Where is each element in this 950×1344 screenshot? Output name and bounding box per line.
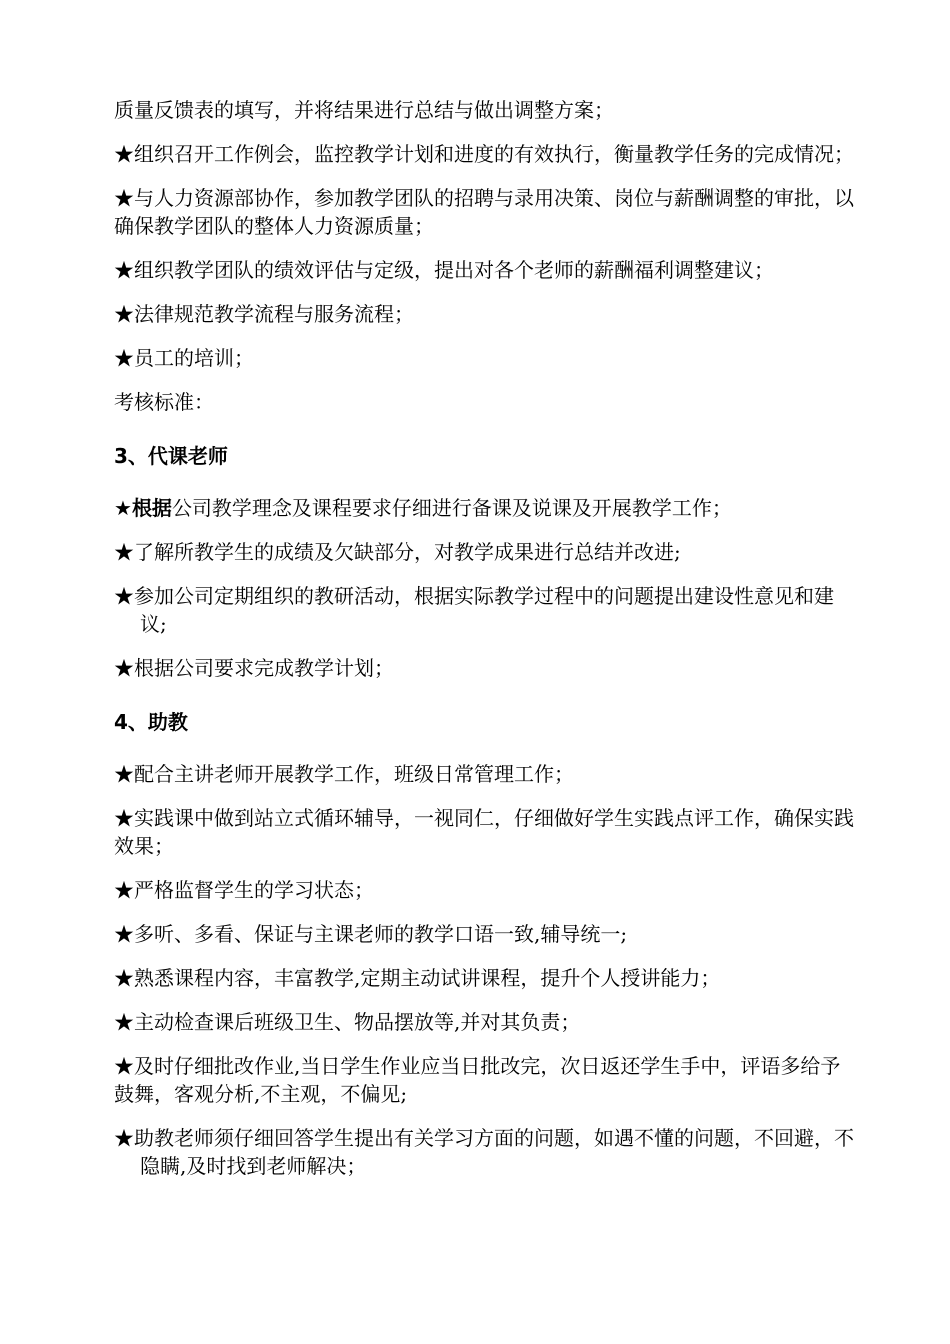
list-item: ★根据公司要求完成教学计划； (114, 656, 394, 680)
document-body (114, 96, 860, 1196)
list-item: ★熟悉课程内容，丰富教学,定期主动试讲课程，提升个人授讲能力； (114, 966, 721, 990)
list-item: ★配合主讲老师开展教学工作，班级日常管理工作； (114, 762, 574, 786)
list-item: ★参加公司定期组织的教研活动，根据实际教学过程中的问题提出建设性意见和建议; (114, 584, 834, 636)
list-item-text: 公司教学理念及课程要求仔细进行备课及说课及开展教学工作； (171, 496, 732, 520)
paragraph-feedback: 质量反馈表的填写，并将结果进行总结与做出调整方案； (114, 98, 614, 122)
paragraph-performance: ★组织教学团队的绩效评估与定级，提出对各个老师的薪酬福利调整建议； (114, 258, 774, 282)
list-item: ★严格监督学生的学习状态； (114, 878, 374, 902)
list-item: ★多听、多看、保证与主课老师的教学口语一致,辅导统一; (114, 922, 628, 946)
list-item: ★主动检查课后班级卫生、物品摆放等,并对其负责； (114, 1010, 581, 1034)
bold-text: 根据 (131, 496, 172, 520)
section-heading-teaching-assistant: 4、助教 (114, 710, 188, 734)
paragraph-hr-cooperation: ★与人力资源部协作，参加教学团队的招聘与录用决策、岗位与薪酬调整的审批，以确保教学团队的整体人力资源质量； (114, 186, 854, 238)
list-item (114, 494, 860, 522)
list-item: ★了解所教学生的成绩及欠缺部分，对教学成果进行总结并改进; (114, 540, 681, 564)
star-icon: ★ (114, 496, 132, 520)
paragraph-assessment: 考核标准： (114, 390, 214, 414)
section-heading-substitute-teacher: 3、代课老师 (114, 444, 228, 468)
list-item: ★助教老师须仔细回答学生提出有关学习方面的问题，如遇不懂的问题，不回避，不隐瞒,及时找到老师解决； (114, 1126, 854, 1178)
paragraph-training: ★员工的培训； (114, 346, 254, 370)
paragraph-process: ★法律规范教学流程与服务流程； (114, 302, 414, 326)
paragraph-meeting: ★组织召开工作例会，监控教学计划和进度的有效执行，衡量教学任务的完成情况； (114, 142, 854, 166)
list-item: ★实践课中做到站立式循环辅导，一视同仁，仔细做好学生实践点评工作，确保实践效果； (114, 806, 854, 858)
list-item: ★及时仔细批改作业,当日学生作业应当日批改完，次日返还学生手中，评语多给予鼓舞，客观分析,不主观，不偏见; (114, 1054, 841, 1106)
